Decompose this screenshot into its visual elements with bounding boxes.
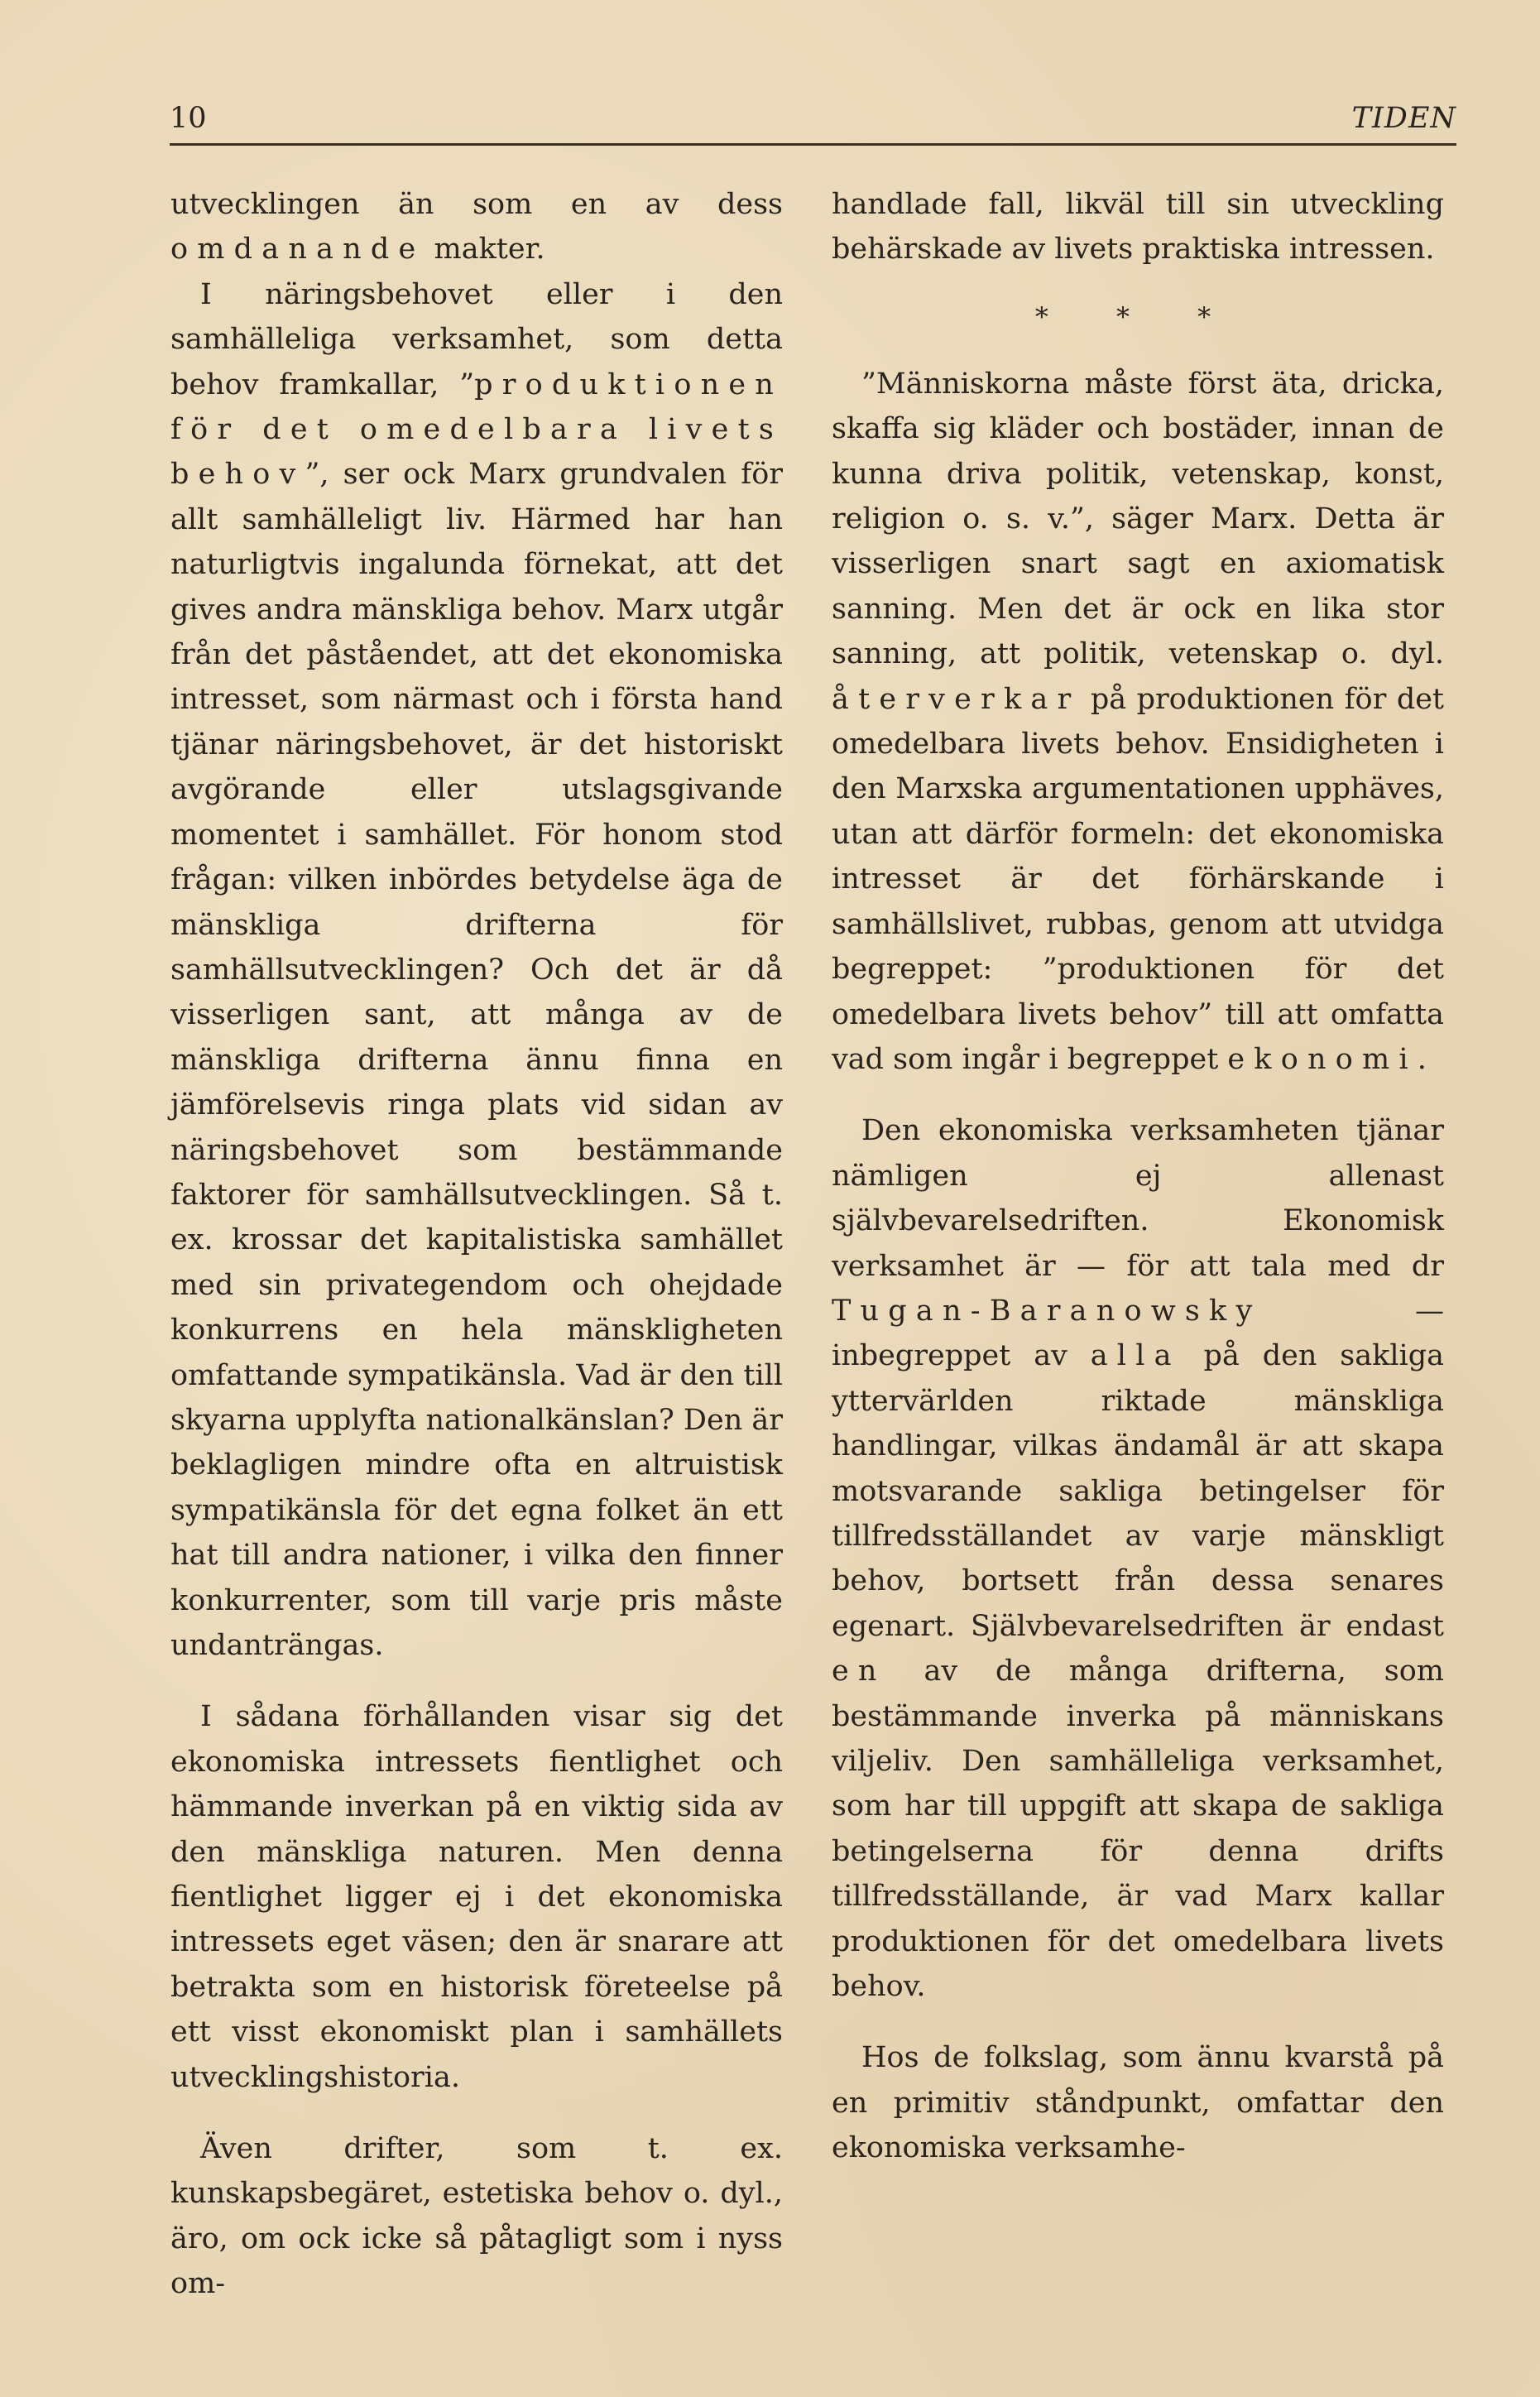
emphasis-spaced: återverkar — [832, 682, 1081, 716]
emphasis-spaced: alla — [1090, 1339, 1181, 1373]
paragraph — [170, 182, 783, 272]
paragraph: handlade fall, likväl till sin utveckling behärskade av livets praktiska intressen. — [832, 188, 1444, 267]
text-run: på den sakliga yttervärlden riktade mänskliga handlingar, vilkas ändamål är att skapa motsvarande sakliga betingelser för tillfredsställandet av varje mänskligt behov, bortsett från dessa senares egenart. Självbevarelsedriften är endast — [832, 1339, 1444, 1643]
emphasis-spaced: ekonomi — [1227, 1042, 1418, 1076]
text-run: på produktionen för det omedelbara livets behov. Ensidigheten i den Marxska argumentationen upphäves, utan att därför formeln: det ekonomiska intresset är det förhärskande i samhällslivet, rubbas, genom att utvidga begreppet: ”produktionen för det omedelbara livets behov” till att omfatta vad som ingår i begreppet — [832, 682, 1444, 1076]
left-column — [170, 182, 783, 2307]
emphasis-spaced: Tugan-Baranowsky — [832, 1294, 1262, 1328]
emphasis-spaced: omdanande — [170, 233, 425, 267]
text-run: av de många drifterna, som bestämmande inverka på människans viljeliv. Den samhälleliga verksamhet, som har till uppgift att skapa de sakliga betingelserna för denna drifts tillfredsställande, är vad Marx kallar produktionen för det omedelbara livets behov. — [832, 1655, 1444, 2004]
text-run: ”Människorna måste först äta, dricka, skaffa sig kläder och bostäder, innan de kunna driva politik, vetenskap, konst, religion o. s. v.”, säger Marx. Detta är visserligen snart sagt en axiomatisk sanning. Men det är ock en lika stor sanning, att politik, vetenskap o. dyl. — [832, 367, 1444, 671]
right-column — [832, 182, 1444, 2171]
paragraph-gap — [832, 2009, 1444, 2035]
page-number: 10 — [170, 102, 207, 135]
paragraph: I sådana förhållanden visar sig det ekonomiska intressets fientlighet och hämmande inverkan på en viktig sida av den mänskliga naturen. Men denna fientlighet ligger ej i det ekonomiska intressets eget väsen; den är snarare att betrakta som en historisk företeelse på ett visst ekonomiskt plan i samhällets utvecklingshistoria. — [170, 1700, 783, 2094]
section-break: * * * — [1034, 300, 1241, 333]
header-rule — [170, 143, 1456, 146]
paragraph-gap — [170, 2100, 783, 2126]
text-run: Den ekonomiska verksamheten tjänar nämligen ej allenast självbevarelsedriften. Ekonomisk verksamhet är — för att tala med dr — [832, 1114, 1444, 1283]
text-run: I näringsbehovet eller i den samhälleliga verksamhet, som detta behov framkallar, ” — [170, 277, 783, 401]
paragraph-gap — [832, 1082, 1444, 1108]
text-run: utvecklingen än som en av dess — [170, 188, 783, 221]
text-run: . — [1417, 1042, 1427, 1076]
paragraph: Hos de folkslag, som ännu kvarstå på en primitiv ståndpunkt, omfattar den ekonomiska verksamhe- — [832, 2041, 1444, 2165]
page-header — [170, 98, 1456, 144]
emphasis-spaced: en — [832, 1655, 886, 1688]
text-run: ”, ser ock Marx grundvalen för allt samhälleligt liv. Härmed har han naturligtvis ingalunda förnekat, att det gives andra mänskliga behov. Marx utgår från det påståendet, att det ekonomiska intresset, som närmast och i första hand tjänar näringsbehovet, är det historiskt avgörande eller utslagsgivande momentet i samhället. För honom stod frågan: vilken inbördes betydelse äga de mänskliga drifterna för samhällsutvecklingen? Och det är då visserligen sant, att många av de mänskliga drifterna ännu finna en jämförelsevis ringa plats vid sidan av näringsbehovet som bestämmande faktorer för samhällsutvecklingen. Så t. ex. krossar det kapitalistiska samhället med sin privategendom och ohejdade konkurrens en hela mänskligheten omfattande sympatikänsla. Vad är den till skyarna upplyfta nationalkänslan? Den är beklagligen mindre ofta en altruistisk sympatikänsla för det egna folket än ett hat till andra nationer, i vilka den finner konkurrenter, som till varje pris måste undanträngas. — [170, 458, 783, 1662]
running-title: TIDEN — [1351, 102, 1456, 135]
paragraph: Även drifter, som t. ex. kunskapsbegäret, estetiska behov o. dyl., äro, om ock icke så påtagligt som i nyss om- — [170, 2132, 783, 2301]
paragraph — [832, 362, 1444, 1083]
text-run: — inbegreppet av — [832, 1294, 1444, 1373]
emphasis-spaced: produktionen för det omedelbara livets behov — [170, 367, 783, 492]
paragraph — [170, 272, 783, 1669]
paragraph — [832, 1108, 1444, 2009]
text-run: makter. — [425, 233, 545, 267]
paragraph-gap — [170, 1668, 783, 1694]
